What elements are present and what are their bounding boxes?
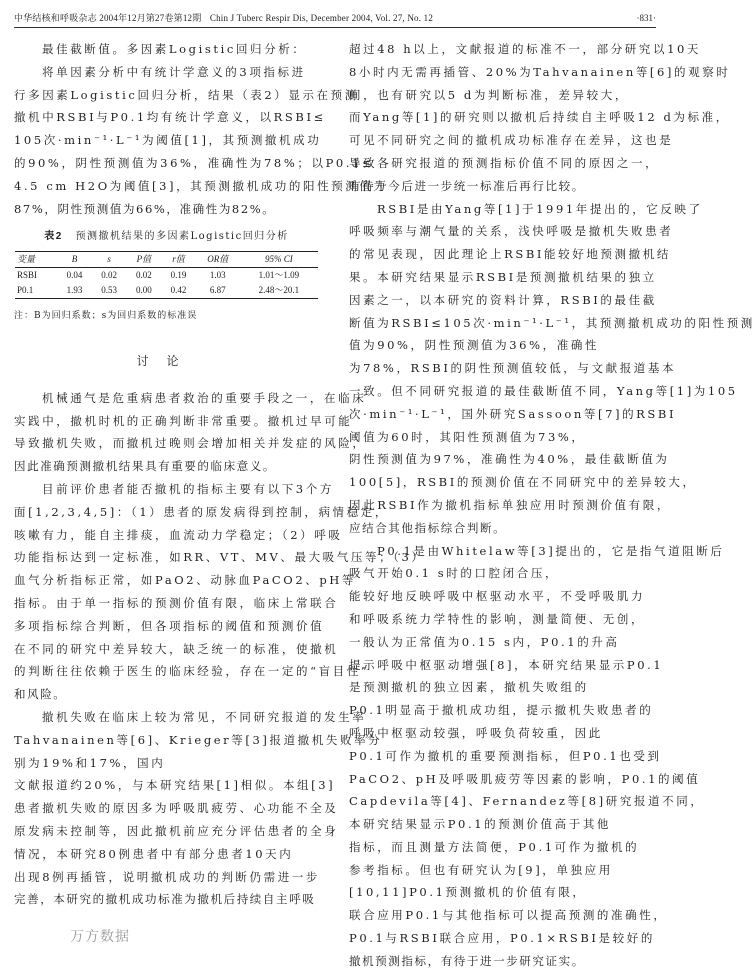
- body-text-line: 完善，本研究的撤机成功标准为撤机后持续自主呼吸: [14, 892, 316, 907]
- table-column-header: r值: [172, 254, 185, 265]
- body-text-line: 在不同的研究中差异较大，缺乏统一的标准，使撤机: [14, 641, 339, 656]
- body-text-line: 呼吸频率与潮气量的关系，浅快呼吸是撤机失败患者: [349, 224, 674, 239]
- table-body: [15, 268, 318, 299]
- table-row: [15, 283, 318, 299]
- body-text-line: 一般认为正常值为0.15 s内，P0.1的升高: [349, 634, 620, 649]
- body-text-line: 目前评价患者能否撤机的指标主要有以下3个方: [42, 481, 334, 496]
- table-column-header: 变量: [17, 254, 36, 265]
- running-header: [14, 11, 656, 28]
- regression-table: [15, 251, 318, 299]
- body-text-line: 实践中，撤机时机的正确判断非常重要。撤机过早可能: [14, 413, 353, 428]
- body-text-line: 和风险。: [14, 687, 67, 702]
- body-text-line: 是预测撤机的独立因素，撤机失败组的: [349, 680, 589, 695]
- body-text-line: 指标。由于单一指标的预测价值有限，临床上常联合: [14, 595, 339, 610]
- left-paragraphs-after-heading: [14, 387, 426, 911]
- body-text-line: 咳嗽有力，能自主排痰，血流动力学稳定；（2）呼吸: [14, 527, 343, 542]
- header-chinese-citation: 中华结核和呼吸杂志 2004年12月第27卷第12期: [14, 13, 202, 23]
- body-text-line: 情况，本研究80例患者中有部分患者10天内: [14, 846, 294, 861]
- table-cell: 1.93: [66, 285, 83, 296]
- body-text-line: 4.5 cm H2O为阈值[3]，其预测撤机成功的阳性预测值为: [14, 178, 388, 193]
- body-text-line: 因素之一，以本研究的资料计算，RSBI的最佳截: [349, 292, 657, 307]
- body-text-line: 的90%，阴性预测值为36%，准确性为78%；以P0.1≤: [14, 155, 375, 170]
- table-column-header: B: [71, 254, 78, 265]
- body-text-line: 次·min⁻¹·L⁻¹，国外研究Sassoon等[7]的RSBI: [349, 406, 677, 421]
- body-text-line: 行多因素Logistic回归分析，结果（表2）显示在预测: [14, 87, 359, 102]
- table-cell: 0.04: [66, 270, 83, 281]
- body-text-line: 间，也有研究以5 d为判断标准，差异较大，: [349, 87, 629, 102]
- page-number: ·831·: [636, 13, 656, 23]
- body-text-line: Tahvanainen等[6]、Krieger等[3]报道撤机失败率分: [14, 732, 383, 747]
- body-text-line: 撤机中RSBI与P0.1均有统计学意义，以RSBI≤: [14, 110, 326, 125]
- table-column-header: OR值: [207, 254, 229, 265]
- body-text-line: RSBI是由Yang等[1]于1991年提出的，它反映了: [377, 201, 703, 216]
- body-text-line: 将单因素分析中有统计学意义的3项指标进: [42, 64, 306, 79]
- body-text-line: P0.1可作为撤机的重要预测指标，但P0.1也受到: [349, 748, 662, 763]
- body-text-line: 提示呼吸中枢驱动增强[8]，本研究结果显示P0.1: [349, 657, 664, 672]
- table-cell: 0.53: [101, 285, 118, 296]
- body-text-line: 患者撤机失败的原因多为呼吸肌疲劳、心功能不全及: [14, 801, 339, 816]
- body-text-line: 指标，而且测量方法简便，P0.1可作为撤机的: [349, 839, 640, 854]
- body-text-line: 应结合其他指标综合判断。: [349, 520, 507, 535]
- body-text-line: 功能指标达到一定标准，如RR、VT、MV、最大吸气压等；（3）: [14, 550, 426, 565]
- table-cell: 0.00: [135, 285, 152, 296]
- table-column-header: 95% CI: [265, 254, 293, 265]
- body-text-line: 吸气开始0.1 s时的口腔闭合压，: [349, 566, 560, 581]
- body-text-line: 面[1,2,3,4,5]：（1）患者的原发病得到控制，病情稳定，: [14, 504, 389, 519]
- body-text-line: 8小时内无需再插管、20%为Tahvanainen等[6]的观察时: [349, 64, 731, 79]
- table-cell: 0.02: [135, 270, 152, 281]
- body-text-line: 撤机预测指标，有待于进一步研究证实。: [349, 953, 585, 968]
- body-text-line: 87%，阴性预测值为66%，准确性为82%。: [14, 201, 276, 216]
- table-header-row: [15, 252, 318, 268]
- body-text-line: 值为90%，阴性预测值为36%，准确性: [349, 338, 600, 353]
- header-citation: [14, 11, 433, 25]
- body-text-line: Capdevila等[4]、Fernandez等[8]研究报道不同，: [349, 794, 705, 809]
- body-text-line: 机械通气是危重病患者救治的重要手段之一，在临床: [42, 390, 367, 405]
- body-text-line: 而Yang等[1]的研究则以撤机后持续自主呼吸12 d为标准，: [349, 110, 730, 125]
- body-text-line: 超过48 h以上，文献报道的标准不一，部分研究以10天: [349, 42, 702, 56]
- table-cell: 1.01～1.09: [258, 270, 300, 281]
- table-cell: 0.42: [170, 285, 187, 296]
- body-text-line: 的常见表现，因此理论上RSBI能较好地预测撤机结: [349, 247, 671, 262]
- body-text-line: [10,11]P0.1预测撤机的价值有限，: [349, 885, 587, 900]
- table-cell: 0.19: [170, 270, 187, 281]
- body-text-line: 参考指标。但也有研究认为[9]，单独应用: [349, 862, 613, 877]
- body-text-line: 能较好地反映呼吸中枢驱动水平，不受呼吸肌力: [349, 589, 646, 604]
- body-text-line: 一致。但不同研究报道的最佳截断值不同，Yang等[1]为105: [349, 383, 738, 398]
- table-cell: RSBI: [17, 270, 38, 281]
- body-text-line: 文献报道约20%，与本研究结果[1]相似。本组[3]: [14, 778, 336, 793]
- left-paragraphs-before-table: [14, 38, 388, 220]
- right-paragraphs: [349, 38, 755, 973]
- body-text-line: 因此RSBI作为撤机指标单独应用时预测价值有限，: [349, 497, 671, 512]
- table-cell: 6.87: [209, 285, 226, 296]
- body-text-line: 血气分析指标正常，如PaO2、动脉血PaCO2、pH等: [14, 573, 357, 588]
- body-text-line: 阈值为60时，其阳性预测值为73%，: [349, 429, 586, 444]
- body-text-line: 撤机失败在临床上较为常见，不同研究报道的发生率: [42, 709, 367, 724]
- body-text-line: P0.1与RSBI联合应用，P0.1×RSBI是较好的: [349, 931, 655, 946]
- table-caption: [14, 226, 319, 249]
- body-text-line: 断值为RSBI≤105次·min⁻¹·L⁻¹，其预测撤机成功的阳性预测: [349, 315, 755, 330]
- body-text-line: 的判断往往依赖于医生的临床经验，存在一定的“盲目性”: [14, 664, 370, 679]
- table-column-header: P值: [136, 254, 152, 265]
- table-note: 注：B为回归系数；s为回归系数的标准误: [14, 311, 198, 322]
- body-text-line: 别为19%和17%，国内: [14, 755, 166, 770]
- body-text-line: 导致撤机失败，而撤机过晚则会增加相关并发症的风险，: [14, 436, 367, 451]
- table-row: [15, 268, 318, 284]
- body-text-line: 联合应用P0.1与其他指标可以提高预测的准确性，: [349, 908, 668, 923]
- header-journal-citation: Chin J Tuberc Respir Dis, December 2004, Vol. 27, No. 12: [209, 13, 434, 23]
- body-text-line: 和呼吸系统力学特性的影响，测量简便、无创，: [349, 611, 646, 626]
- section-heading: 讨论: [136, 353, 197, 368]
- body-text-line: 呼吸中枢驱动较强，呼吸负荷较重，因此: [349, 725, 603, 740]
- body-text-line: P0.1是由Whitelaw等[3]提出的，它是指气道阻断后: [377, 543, 725, 558]
- body-text-line: 多项指标综合判断，但各项指标的阈值和预测价值: [14, 618, 325, 633]
- body-text-line: 为78%，RSBI的阴性预测值较低，与文献报道基本: [349, 361, 677, 376]
- body-text-line: 原发病未控制等，因此撤机前应充分评估患者的全身: [14, 823, 339, 838]
- right-column: [349, 38, 755, 973]
- body-text-line: 可见不同研究之间的撤机成功标准存在差异，这也是: [349, 133, 674, 148]
- table-cell: 0.02: [101, 270, 118, 281]
- body-text-line: 有待于今后进一步统一标准后再行比较。: [349, 178, 585, 193]
- body-text-line: 最佳截断值。多因素Logistic回归分析：: [42, 42, 307, 56]
- table-cell: P0.1: [17, 285, 34, 296]
- body-text-line: 阴性预测值为97%，准确性为40%，最佳截断值为: [349, 452, 670, 467]
- table-cell: 2.48～20.1: [258, 285, 300, 296]
- body-text-line: 导致各研究报道的预测指标价值不同的原因之一，: [349, 155, 660, 170]
- table-column-header: s: [107, 254, 111, 265]
- table-caption-text: 预测撤机结果的多因素Logistic回归分析: [75, 231, 289, 243]
- table-cell: 1.03: [209, 270, 226, 281]
- body-text-line: 果。本研究结果显示RSBI是预测撤机结果的独立: [349, 269, 657, 284]
- left-column: [14, 38, 426, 911]
- body-text-line: 因此准确预测撤机结果具有重要的临床意义。: [14, 459, 276, 474]
- body-text-line: 本研究结果显示P0.1的预测价值高于其他: [349, 817, 612, 832]
- body-text-line: P0.1明显高于撤机成功组，提示撤机失败患者的: [349, 703, 654, 718]
- body-text-line: 100[5]，RSBI的预测价值在不同研究中的差异较大，: [349, 475, 697, 490]
- wanfang-watermark: 万方数据: [70, 929, 130, 945]
- table-caption-label: 表2: [44, 231, 63, 243]
- body-text-line: PaCO2、pH及呼吸肌疲劳等因素的影响，P0.1的阈值: [349, 771, 701, 786]
- body-text-line: 105次·min⁻¹·L⁻¹为阈值[1]，其预测撤机成功: [14, 133, 322, 148]
- body-text-line: 出现8例再插管，说明撤机成功的判断仍需进一步: [14, 869, 321, 884]
